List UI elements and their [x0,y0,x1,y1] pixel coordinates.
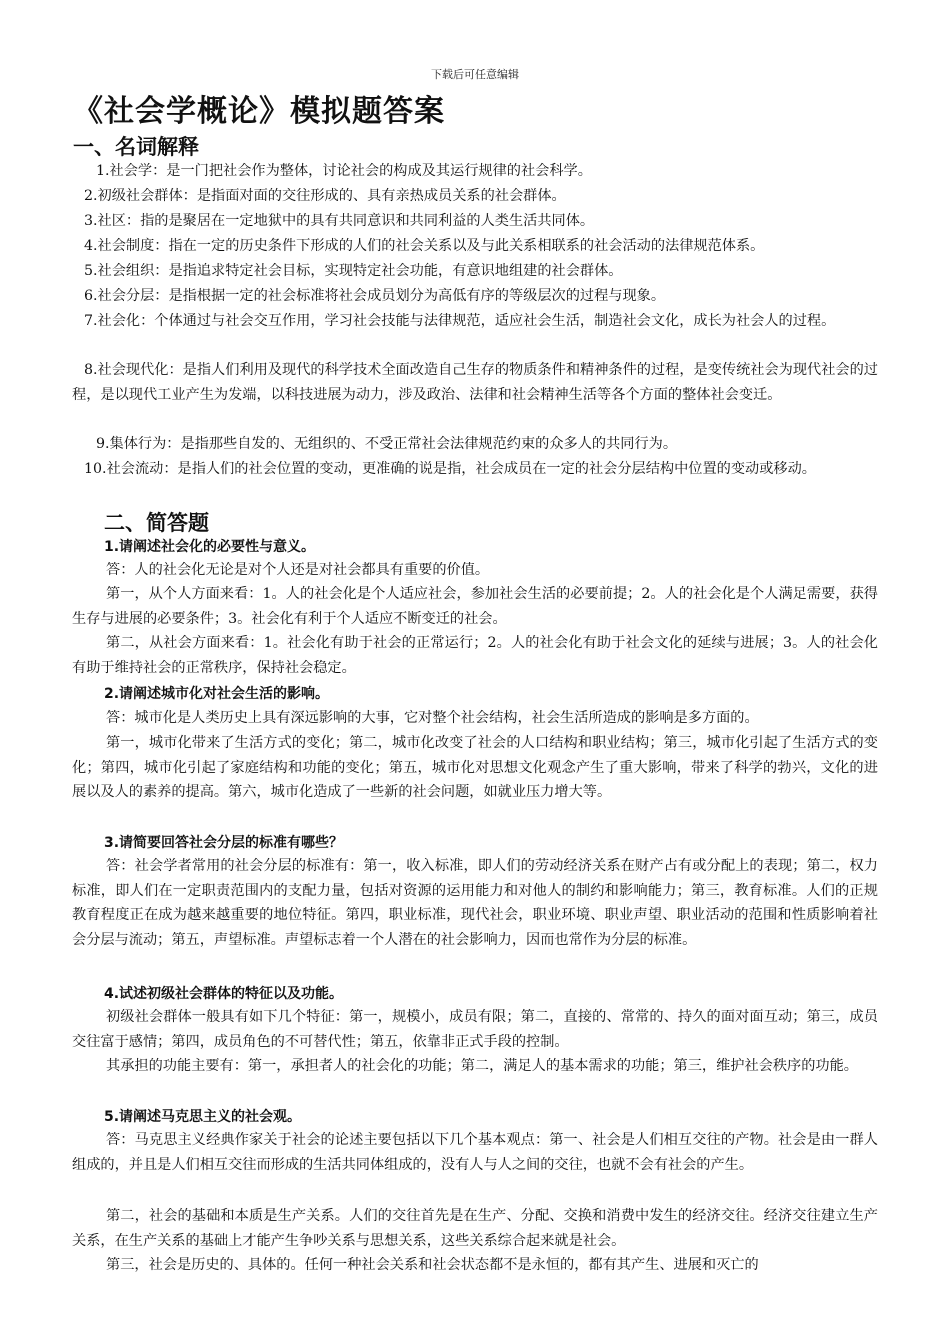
page-title: 《社会学概论》模拟题答案 [73,94,445,129]
definition-item: 6.社会分层：是指根据一定的社会标准将社会成员划分为高低有序的等级层次的过程与现象。 [84,288,666,304]
answer-paragraph: 答：城市化是人类历史上具有深远影响的大事，它对整个社会结构，社会生活所造成的影响是多方面的。 [106,710,759,726]
answer-paragraph: 答：人的社会化无论是对个人还是对社会都具有重要的价值。 [106,562,490,578]
answer-paragraph: 第二，社会的基础和本质是生产关系。人们的交往首先是在生产、分配、交换和消费中发生的经济交往。经济交往建立生产关系，在生产关系的基础上才能产生争吵关系与思想关系，这些关系综合起来就是社会。 [72,1208,878,1249]
answer-paragraph: 答：社会学者常用的社会分层的标准有：第一，收入标准，即人们的劳动经济关系在财产占有或分配上的表现；第二，权力标准，即人们在一定职责范围内的支配力量，包括对资源的运用能力和对他人的制约和影响能力；第三，教育标准。人们的正规教育程度正在成为越来越重要的地位特征。第四，职业标准，现代社会，职业环境、职业声望、职业活动的范围和性质影响着社会分层与流动；第五，声望标准。声望标志着一个人潜在的社会影响力，因而也常作为分层的标准。 [72,858,878,948]
question-heading: 2.请阐述城市化对社会生活的影响。 [104,686,330,702]
definition-item: 4.社会制度：指在一定的历史条件下形成的人们的社会关系以及与此关系相联系的社会活动的法律规范体系。 [84,238,765,254]
answer-paragraph: 第三，社会是历史的、具体的。任何一种社会关系和社会状态都不是永恒的，都有其产生、进展和灭亡的 [106,1257,759,1273]
question-heading: 1.请阐述社会化的必要性与意义。 [104,539,316,555]
answer-paragraph: 第一，城市化带来了生活方式的变化；第二，城市化改变了社会的人口结构和职业结构；第三，城市化引起了生活方式的变化；第四，城市化引起了家庭结构和功能的变化；第五，城市化对思想文化观念产生了重大影响，带来了科学的勃兴，文化的进展以及人的素养的提高。第六，城市化造成了一些新的社会问题，如就业压力增大等。 [72,735,878,800]
definition-item: 5.社会组织：是指追求特定社会目标，实现特定社会功能，有意识地组建的社会群体。 [84,263,623,279]
answer-paragraph: 第一，从个人方面来看：1。人的社会化是个人适应社会，参加社会生活的必要前提；2。人的社会化是个人满足需要，获得生存与进展的必要条件；3。社会化有利于个人适应不断变迁的社会。 [72,586,878,627]
definition-item: 10.社会流动：是指人们的社会位置的变动，更准确的说是指，社会成员在一定的社会分层结构中位置的变动或移动。 [84,461,816,477]
question-heading: 4.试述初级社会群体的特征以及功能。 [104,986,344,1002]
definition-item: 9.集体行为：是指那些自发的、无组织的、不受正常社会法律规范约束的众多人的共同行为。 [96,436,678,452]
definition-item: 3.社区：指的是聚居在一定地狱中的具有共同意识和共同利益的人类生活共同体。 [84,213,595,229]
answer-paragraph: 其承担的功能主要有：第一，承担者人的社会化的功能；第二，满足人的基本需求的功能；第三，维护社会秩序的功能。 [106,1058,858,1074]
section2-heading: 二、简答题 [104,510,209,535]
definition-item: 8.社会现代化：是指人们利用及现代的科学技术全面改造自己生存的物质条件和精神条件的过程，是变传统社会为现代社会的过程，是以现代工业产生为发端，以科技进展为动力，涉及政治、法律和社会精神生活等各个方面的整体社会变迁。 [72,362,878,403]
answer-paragraph: 第二，从社会方面来看：1。社会化有助于社会的正常运行；2。人的社会化有助于社会文化的延续与进展；3。人的社会化有助于维持社会的正常秩序，保持社会稳定。 [72,635,878,676]
question-heading: 5.请阐述马克思主义的社会观。 [104,1109,302,1125]
definition-item: 7.社会化：个体通过与社会交互作用，学习社会技能与法律规范，适应社会生活，制造社会文化，成长为社会人的过程。 [84,313,836,329]
question-heading: 3.请简要回答社会分层的标准有哪些？ [104,835,344,851]
definition-item: 1.社会学：是一门把社会作为整体，讨论社会的构成及其运行规律的社会科学。 [96,163,592,179]
header-watermark: 下载后可任意编辑 [431,68,519,81]
answer-paragraph: 初级社会群体一般具有如下几个特征：第一，规模小，成员有限；第二，直接的、常常的、持久的面对面互动；第三，成员交往富于感情；第四，成员角色的不可替代性；第五，依靠非正式手段的控制。 [72,1009,878,1050]
answer-paragraph: 答：马克思主义经典作家关于社会的论述主要包括以下几个基本观点：第一、社会是人们相互交往的产物。社会是由一群人组成的，并且是人们相互交往而形成的生活共同体组成的，没有人与人之间的交往，也就不会有社会的产生。 [72,1132,878,1173]
definition-item: 2.初级社会群体：是指面对面的交往形成的、具有亲热成员关系的社会群体。 [84,188,566,204]
section1-heading: 一、名词解释 [73,134,199,159]
